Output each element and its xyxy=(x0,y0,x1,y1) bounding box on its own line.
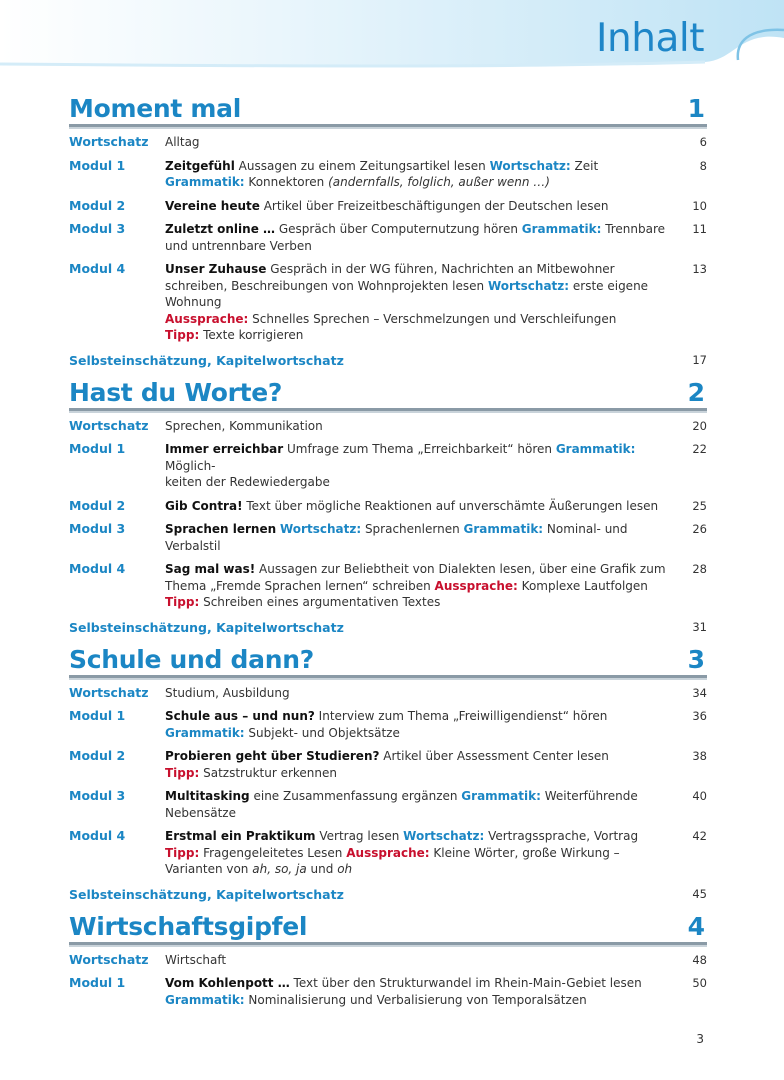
description-text: Text über den Strukturwandel im Rhein-Main-Gebiet lesen xyxy=(289,976,642,990)
row-page-number: 6 xyxy=(699,135,707,149)
row-description xyxy=(165,828,667,878)
description-text: Nominalisierung und Verbalisierung von Temporalsätzen xyxy=(244,992,587,1007)
row-label: Modul 2 xyxy=(69,497,126,513)
chapter-title[interactable]: Schule und dann? xyxy=(69,644,314,674)
description-text: ah, so, ja xyxy=(252,862,307,876)
topic-title: Probieren geht über Studieren? xyxy=(165,749,380,763)
row-label: Wortschatz xyxy=(69,684,149,700)
toc-row[interactable] xyxy=(69,788,707,821)
description-text: Nominal- und Verbalstil xyxy=(165,522,628,553)
row-description xyxy=(165,521,667,554)
topic-title: Zeitgefühl xyxy=(165,158,235,173)
row-page-number: 50 xyxy=(692,976,707,990)
category-keyword: Wortschatz: xyxy=(487,278,570,293)
self-assessment-label: Selbsteinschätzung, Kapitelwortschatz xyxy=(69,352,344,368)
category-keyword: Grammatik: xyxy=(461,789,541,803)
toc-row[interactable] xyxy=(69,441,707,491)
description-text: Gespräch über Computernutzung hören xyxy=(275,222,522,236)
row-page-number: 13 xyxy=(692,262,707,276)
row-page-number: 48 xyxy=(692,952,707,967)
self-assessment-row[interactable] xyxy=(69,887,707,902)
toc-row[interactable] xyxy=(69,685,707,702)
category-keyword: Aussprache: xyxy=(434,578,518,593)
toc-row[interactable] xyxy=(69,158,707,191)
topic-title: Vom Kohlenpott … xyxy=(165,976,290,990)
category-keyword: Grammatik: xyxy=(521,222,602,236)
toc-row[interactable] xyxy=(69,261,707,344)
row-page-number: 8 xyxy=(699,158,707,173)
description-text: Kleine Wörter, große Wirkung – Varianten von xyxy=(165,845,620,876)
category-keyword: Wortschatz: xyxy=(280,522,362,536)
row-description xyxy=(165,418,667,435)
row-description xyxy=(165,685,667,702)
chapter-number: 1 xyxy=(687,94,705,123)
topic-title: Unser Zuhause xyxy=(165,262,267,276)
category-keyword: Tipp: xyxy=(165,595,200,609)
toc-row[interactable] xyxy=(69,221,707,254)
row-label: Modul 3 xyxy=(69,788,126,803)
row-page-number: 38 xyxy=(692,749,707,763)
chapter-section xyxy=(69,904,707,1009)
toc-row[interactable] xyxy=(69,134,707,151)
row-description xyxy=(165,498,667,515)
description-text: Interview zum Thema „Freiwilligendienst“ hören xyxy=(314,709,608,723)
row-page-number: 11 xyxy=(692,222,707,236)
toc-row[interactable] xyxy=(69,498,707,515)
description-text: Schreiben eines argumentativen Textes xyxy=(199,595,441,609)
row-label: Modul 2 xyxy=(69,748,126,763)
row-description xyxy=(165,261,667,344)
chapter-section xyxy=(69,637,707,902)
category-keyword: Grammatik: xyxy=(165,992,245,1007)
toc-row[interactable] xyxy=(69,952,707,969)
description-text: (andernfalls, folglich, außer wenn …) xyxy=(328,175,550,189)
description-text: keiten der Redewiedergabe xyxy=(165,475,330,489)
toc-row[interactable] xyxy=(69,748,707,781)
category-keyword: Grammatik: xyxy=(463,522,544,536)
self-assessment-label: Selbsteinschätzung, Kapitelwortschatz xyxy=(69,619,344,635)
row-label: Modul 1 xyxy=(69,157,126,173)
topic-title: Gib Contra! xyxy=(165,498,243,513)
description-text: Sprechen, Kommunikation xyxy=(165,418,323,433)
row-label: Modul 1 xyxy=(69,975,126,990)
description-text: Möglich- xyxy=(165,458,216,473)
topic-title: Erstmal ein Praktikum xyxy=(165,829,316,843)
row-label: Wortschatz xyxy=(69,134,149,149)
description-text: Trennbare und untrennbare Verben xyxy=(165,222,666,253)
page-number: 3 xyxy=(696,1032,704,1046)
topic-title: Sag mal was! xyxy=(165,562,256,576)
description-text: Fragengeleitetes Lesen xyxy=(199,845,347,860)
toc-row[interactable] xyxy=(69,521,707,554)
row-page-number: 40 xyxy=(692,789,707,803)
row-description xyxy=(165,221,667,254)
row-page-number: 22 xyxy=(692,442,707,456)
chapter-section xyxy=(69,86,707,368)
description-text: Aussagen zur Beliebtheit von Dialekten lesen, über eine Grafik zum Thema „Fremde Sprachen lernen“ schreiben xyxy=(165,562,666,593)
description-text: Wirtschaft xyxy=(165,952,227,967)
row-description xyxy=(165,158,667,191)
row-page-number: 28 xyxy=(692,562,707,576)
description-text: Gespräch in der WG führen, Nachrichten an Mitbewohner schreiben, Beschreibungen von Wohnprojekten lesen xyxy=(165,262,615,293)
row-label: Modul 3 xyxy=(69,521,126,536)
row-label: Wortschatz xyxy=(69,951,149,967)
row-label: Modul 4 xyxy=(69,261,126,276)
row-description xyxy=(165,748,667,781)
row-label: Modul 3 xyxy=(69,221,126,236)
row-page-number: 42 xyxy=(692,829,707,843)
description-text: Subjekt- und Objektsätze xyxy=(244,725,400,740)
chapter-heading xyxy=(69,86,707,127)
row-label: Modul 4 xyxy=(69,561,126,576)
description-text: eine Zusammenfassung ergänzen xyxy=(249,789,462,803)
chapter-number: 3 xyxy=(687,644,705,674)
chapter-heading xyxy=(69,637,707,678)
category-keyword: Grammatik: xyxy=(165,175,245,189)
toc-row[interactable] xyxy=(69,975,707,1008)
description-text: Vertragssprache, Vortrag xyxy=(484,829,639,843)
self-assessment-page: 31 xyxy=(692,619,707,634)
row-description xyxy=(165,788,667,821)
topic-title: Schule aus – und nun? xyxy=(165,709,315,723)
self-assessment-label: Selbsteinschätzung, Kapitelwortschatz xyxy=(69,886,344,902)
chapter-number: 4 xyxy=(687,911,705,941)
description-text: Konnektoren xyxy=(244,175,329,189)
topic-title: Multitasking xyxy=(165,789,250,803)
topic-title: Zuletzt online … xyxy=(165,222,276,236)
row-description xyxy=(165,975,667,1008)
description-text: Studium, Ausbildung xyxy=(165,685,290,700)
toc-row[interactable] xyxy=(69,198,707,215)
row-description xyxy=(165,198,667,215)
row-page-number: 10 xyxy=(692,198,707,213)
description-text: Text über mögliche Reaktionen auf unverschämte Äußerungen lesen xyxy=(242,498,659,513)
self-assessment-row[interactable] xyxy=(69,353,707,368)
description-text: oh xyxy=(337,862,353,876)
row-label: Modul 2 xyxy=(69,197,126,213)
table-of-contents xyxy=(69,86,707,1008)
row-label: Wortschatz xyxy=(69,417,149,433)
self-assessment-page: 45 xyxy=(692,886,707,901)
description-text: Sprachenlernen xyxy=(361,522,464,536)
description-text: Texte korrigieren xyxy=(199,328,304,342)
category-keyword: Tipp: xyxy=(165,845,200,860)
chapter-title[interactable]: Hast du Worte? xyxy=(69,377,283,407)
description-text: Weiterführende Nebensätze xyxy=(165,789,638,820)
self-assessment-row[interactable] xyxy=(69,620,707,635)
self-assessment-page: 17 xyxy=(692,352,707,367)
description-text: erste eigene Wohnung xyxy=(165,278,649,309)
description-text: Komplexe Lautfolgen xyxy=(517,578,648,593)
description-text: Alltag xyxy=(165,135,200,149)
description-text: Aussagen zu einem Zeitungsartikel lesen xyxy=(234,158,490,173)
toc-row[interactable] xyxy=(69,561,707,611)
category-keyword: Aussprache: xyxy=(165,311,249,326)
chapter-number: 2 xyxy=(687,377,705,407)
row-label: Modul 1 xyxy=(69,441,126,456)
topic-title: Vereine heute xyxy=(165,198,260,213)
chapter-title[interactable]: Wirtschaftsgipfel xyxy=(69,911,308,941)
description-text: Artikel über Assessment Center lesen xyxy=(379,749,609,763)
page-title: Inhalt xyxy=(596,16,704,61)
description-text: Vertrag lesen xyxy=(315,829,404,843)
row-description xyxy=(165,708,667,741)
description-text: Schnelles Sprechen – Verschmelzungen und Verschleifungen xyxy=(248,311,617,326)
row-label: Modul 4 xyxy=(69,828,126,843)
row-page-number: 20 xyxy=(692,418,707,433)
description-text: Zeit xyxy=(570,158,599,173)
description-text: Satzstruktur erkennen xyxy=(199,765,337,780)
row-description xyxy=(165,952,667,969)
description-text: Umfrage zum Thema „Erreichbarkeit“ hören xyxy=(283,442,556,456)
row-page-number: 25 xyxy=(692,498,707,513)
toc-row[interactable] xyxy=(69,708,707,741)
topic-title: Sprachen lernen xyxy=(165,522,277,536)
row-label: Modul 1 xyxy=(69,708,126,723)
chapter-heading xyxy=(69,904,707,945)
category-keyword: Grammatik: xyxy=(165,725,245,740)
row-page-number: 26 xyxy=(692,522,707,536)
category-keyword: Wortschatz: xyxy=(489,158,571,173)
category-keyword: Tipp: xyxy=(165,765,200,780)
row-description xyxy=(165,441,667,491)
row-page-number: 34 xyxy=(692,685,707,700)
description-text: und xyxy=(306,862,338,876)
topic-title: Immer erreichbar xyxy=(165,442,284,456)
category-keyword: Aussprache: xyxy=(346,845,430,860)
description-text: Artikel über Freizeitbeschäftigungen der Deutschen lesen xyxy=(259,198,609,213)
toc-row[interactable] xyxy=(69,418,707,435)
toc-row[interactable] xyxy=(69,828,707,878)
category-keyword: Tipp: xyxy=(165,328,200,342)
category-keyword: Grammatik: xyxy=(555,442,636,456)
chapter-section xyxy=(69,370,707,635)
row-page-number: 36 xyxy=(692,709,707,723)
chapter-title[interactable]: Moment mal xyxy=(69,94,242,123)
row-description xyxy=(165,134,667,151)
row-description xyxy=(165,561,667,611)
category-keyword: Wortschatz: xyxy=(403,829,485,843)
chapter-heading xyxy=(69,370,707,411)
